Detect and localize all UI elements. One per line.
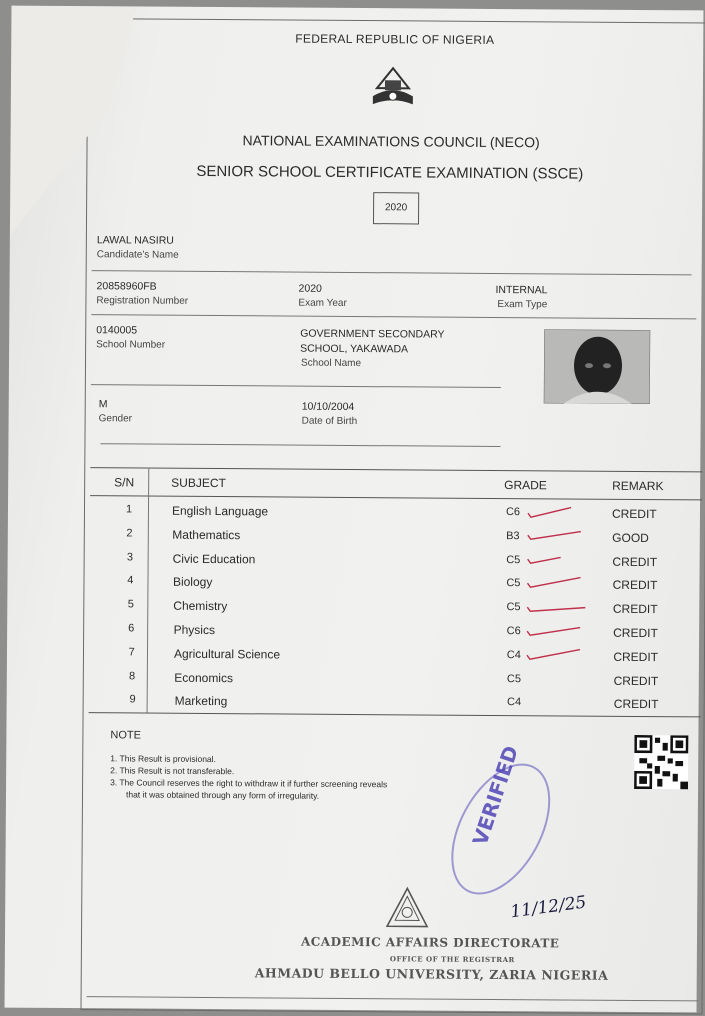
registration-number-label: Registration Number: [96, 295, 189, 307]
candidate-photo: [544, 329, 651, 404]
header-sn: S/N: [114, 475, 135, 490]
sn-cell: 8: [128, 670, 136, 683]
candidate-name-label: Candidate's Name: [96, 249, 179, 261]
grade-cell: C5: [506, 553, 521, 566]
note-item-3: 3. The Council reserves the right to withdraw it if further screening reveals: [110, 777, 388, 790]
neco-crest-icon: [369, 66, 417, 108]
note-item-4: that it was obtained through any form of irregularity.: [125, 789, 320, 801]
exam-year: 2020: [298, 282, 322, 295]
grade-cell: C5: [506, 601, 521, 614]
subject-cell: Marketing: [174, 694, 228, 709]
table-row: [98, 523, 698, 550]
sn-cell: 3: [126, 551, 134, 564]
remark-cell: CREDIT: [611, 506, 657, 522]
table-row: [98, 499, 698, 526]
subject-cell: Physics: [173, 622, 216, 638]
sn-cell: 9: [129, 693, 136, 706]
grade-cell: C6: [505, 506, 521, 519]
registrar-office: OFFICE OF THE REGISTRAR: [389, 954, 515, 965]
note-item-2: 2. This Result is not transferable.: [110, 765, 235, 777]
grade-cell: C4: [507, 696, 522, 709]
remark-cell: CREDIT: [612, 601, 658, 617]
remark-cell: CREDIT: [613, 649, 659, 664]
note-item-1: 1. This Result is provisional.: [110, 753, 216, 765]
school-name-label: School Name: [300, 357, 362, 370]
subject-cell: Civic Education: [172, 551, 256, 566]
grade-cell: B3: [506, 529, 520, 542]
header-grade: GRADE: [504, 478, 547, 493]
directorate-title: ACADEMIC AFFAIRS DIRECTORATE: [300, 934, 560, 951]
university-name: AHMADU BELLO UNIVERSITY, ZARIA NIGERIA: [254, 965, 609, 983]
date-of-birth: 10/10/2004: [301, 400, 355, 413]
school-number: 0140005: [96, 324, 138, 337]
sn-cell: 5: [127, 598, 134, 611]
table-row: [97, 571, 697, 598]
sn-cell: 7: [128, 646, 135, 659]
table-header: [98, 471, 698, 498]
subject-cell: Biology: [172, 575, 213, 590]
remark-cell: GOOD: [612, 530, 649, 545]
qr-code: [634, 735, 688, 789]
sn-cell: 6: [128, 622, 135, 635]
exam-year-label: Exam Year: [298, 297, 347, 309]
school-number-label: School Number: [96, 339, 166, 351]
table-row: [97, 690, 697, 717]
verified-text: VERIFIED: [467, 742, 524, 849]
grade-cell: C6: [506, 625, 521, 638]
signature-date: 11/12/25: [509, 892, 588, 923]
exam-title: SENIOR SCHOOL CERTIFICATE EXAMINATION (SSCE): [196, 162, 584, 183]
school-name-line-2: SCHOOL, YAKAWADA: [300, 342, 409, 356]
grade-cell: C5: [506, 577, 521, 590]
subject-cell: Economics: [174, 670, 234, 685]
candidate-name: LAWAL NASIRU: [96, 234, 174, 247]
remark-cell: CREDIT: [612, 578, 658, 593]
exam-type-label: Exam Type: [497, 298, 548, 311]
subject-cell: Agricultural Science: [173, 646, 281, 662]
exam-type: INTERNAL: [495, 283, 548, 297]
remark-cell: CREDIT: [613, 625, 658, 641]
grade-cell: C5: [506, 672, 522, 685]
table-row: [97, 618, 697, 645]
note-title: NOTE: [110, 729, 142, 742]
date-of-birth-label: Date of Birth: [301, 415, 358, 428]
abu-crest-icon: [385, 886, 429, 928]
subject-cell: Chemistry: [173, 598, 228, 614]
remark-cell: CREDIT: [613, 673, 659, 688]
remark-cell: CREDIT: [612, 554, 658, 569]
country-title: FEDERAL REPUBLIC OF NIGERIA: [295, 31, 495, 47]
sn-cell: 1: [125, 503, 133, 516]
sn-cell: 2: [126, 527, 133, 540]
registration-number: 20858960FB: [96, 280, 157, 293]
subject-cell: Mathematics: [172, 527, 241, 543]
grade-check-marks: [523, 499, 594, 669]
subject-cell: English Language: [171, 503, 269, 519]
remark-cell: CREDIT: [613, 697, 659, 712]
certificate-page: [5, 6, 704, 1013]
school-name-line-1: GOVERNMENT SECONDARY: [300, 327, 445, 341]
table-row: [97, 666, 697, 693]
year-box: 2020: [373, 192, 419, 224]
gender: M: [98, 398, 108, 411]
sn-cell: 4: [127, 574, 134, 587]
grade-cell: C4: [506, 648, 521, 661]
table-row: [97, 594, 697, 621]
council-title: NATIONAL EXAMINATIONS COUNCIL (NECO): [242, 132, 540, 151]
table-row: [97, 642, 697, 669]
table-row: [98, 547, 698, 574]
gender-label: Gender: [98, 413, 133, 425]
header-subject: SUBJECT: [171, 475, 226, 491]
header-remark: REMARK: [612, 478, 664, 494]
